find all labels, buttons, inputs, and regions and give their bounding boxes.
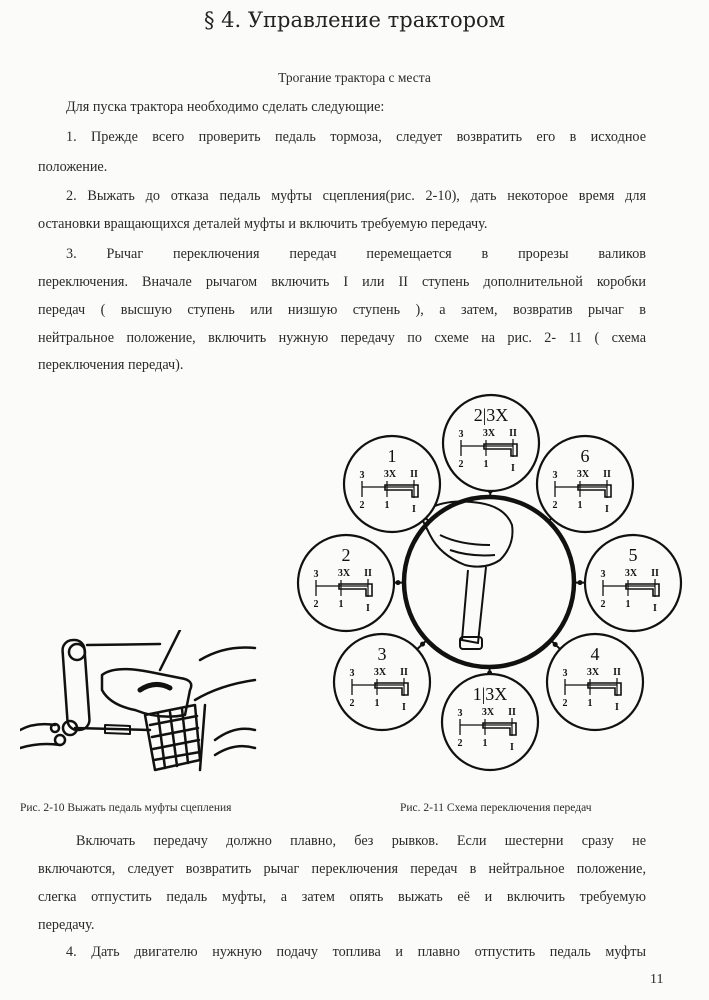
step4-line1: 4. Дать двигателю нужную подачу топлива и плавно отпустить педаль муфты <box>66 944 646 960</box>
gear-position-label: 6 <box>580 446 590 466</box>
slot-label: I <box>605 504 609 515</box>
gear-position-5 <box>576 535 681 631</box>
slot-label: 3X <box>383 469 397 480</box>
slot-label: 3 <box>458 429 464 440</box>
slot-label: 2 <box>458 459 464 470</box>
gear-position-2 <box>344 436 440 532</box>
section-title: § 4. Управление трактором <box>203 8 506 32</box>
slot-label: 2 <box>359 500 365 511</box>
slot-label: II <box>509 428 517 439</box>
slot-label: II <box>400 667 408 678</box>
slot-label: I <box>412 504 416 515</box>
slot-label: 3 <box>359 470 365 481</box>
clutch-pedal-illustration <box>20 630 260 780</box>
slot-label: 3 <box>457 708 463 719</box>
gear-position-label: 2 <box>341 545 351 565</box>
slot-label: 1 <box>482 738 488 749</box>
slot-label: 1 <box>483 459 489 470</box>
slot-label: II <box>651 568 659 579</box>
gear-position-1 <box>443 395 539 495</box>
gear-position-3 <box>537 436 633 532</box>
gear-position-7 <box>547 634 643 730</box>
step1-line2: положение. <box>38 159 108 175</box>
slot-label: 3X <box>624 568 638 579</box>
step2-line2: остановки вращающихся деталей муфты и включить требуемую передачу. <box>38 216 488 232</box>
slot-label: 1 <box>338 599 344 610</box>
slot-label: I <box>511 463 515 474</box>
slot-label: 1 <box>374 698 380 709</box>
slot-label: 2 <box>349 698 355 709</box>
step3-line2: переключения. Вначале рычагом включить I или II ступень дополнительной коробки <box>38 274 646 290</box>
subsection-title: Трогание трактора с места <box>278 70 431 85</box>
gear-position-8 <box>442 669 538 770</box>
central-circle <box>404 497 574 667</box>
slot-label: 3X <box>576 469 590 480</box>
slot-label: 1 <box>625 599 631 610</box>
gear-position-label: 2|3X <box>473 405 509 425</box>
slot-label: I <box>366 603 370 614</box>
page-number: 11 <box>650 972 664 987</box>
slot-label: 3X <box>337 568 351 579</box>
slot-label: I <box>510 742 514 753</box>
gear-position-label: 3 <box>377 644 387 664</box>
step3-line5: переключения передач). <box>38 357 184 373</box>
para-after-line1: Включать передачу должно плавно, без рывков. Если шестерни сразу не <box>76 833 646 849</box>
slot-label: 3 <box>600 569 606 580</box>
slot-label: I <box>402 702 406 713</box>
slot-label: 3X <box>482 428 496 439</box>
slot-label: I <box>653 603 657 614</box>
gear-position-label: 1 <box>387 446 397 466</box>
slot-label: 1 <box>577 500 583 511</box>
figure-2-11-caption: Рис. 2-11 Схема переключения передач <box>400 802 592 814</box>
slot-label: 3X <box>586 667 600 678</box>
step3-line4: нейтральное положение, включить нужную передачу по схеме на рис. 2- 11 ( схема <box>38 330 646 346</box>
slot-label: 3 <box>313 569 319 580</box>
slot-label: II <box>364 568 372 579</box>
gear-position-6 <box>334 634 430 730</box>
slot-label: 3 <box>349 668 355 679</box>
slot-label: 2 <box>313 599 319 610</box>
gear-position-label: 4 <box>590 644 600 664</box>
slot-label: 2 <box>457 738 463 749</box>
figure-2-10-caption: Рис. 2-10 Выжать педаль муфты сцепления <box>20 802 232 814</box>
slot-label: 2 <box>562 698 568 709</box>
slot-label: I <box>615 702 619 713</box>
gear-position-4 <box>298 535 402 631</box>
para-after-line2: включаются, следует возвратить рычаг переключения передач в нейтральное положение, <box>38 861 646 877</box>
slot-label: 1 <box>384 500 390 511</box>
intro-text: Для пуска трактора необходимо сделать следующие: <box>66 99 385 115</box>
slot-label: 2 <box>600 599 606 610</box>
slot-label: II <box>508 707 516 718</box>
step2-line1: 2. Выжать до отказа педаль муфты сцепления(рис. 2-10), дать некоторое время для <box>66 188 646 204</box>
slot-label: II <box>613 667 621 678</box>
slot-label: 3 <box>562 668 568 679</box>
step1-line1: 1. Прежде всего проверить педаль тормоза, следует возвратить его в исходное <box>66 129 646 145</box>
step3-line1: 3. Рычаг переключения передач перемещается в прорезы валиков <box>66 246 646 262</box>
hand-lever-icon <box>420 502 513 650</box>
para-after-line4: передачу. <box>38 917 95 933</box>
slot-label: II <box>603 469 611 480</box>
step3-line3: передач ( высшую ступень или низшую ступень ), а затем, возвратив рычаг в <box>38 302 646 318</box>
slot-label: 1 <box>587 698 593 709</box>
gear-position-label: 5 <box>628 545 638 565</box>
gear-position-label: 1|3X <box>472 684 508 704</box>
slot-label: II <box>410 469 418 480</box>
slot-label: 3X <box>373 667 387 678</box>
slot-label: 3 <box>552 470 558 481</box>
para-after-line3: слегка отпустить педаль муфты, а затем опять выжать её и включить требуемую <box>38 889 646 905</box>
gear-shift-diagram <box>290 385 690 785</box>
slot-label: 3X <box>481 707 495 718</box>
slot-label: 2 <box>552 500 558 511</box>
